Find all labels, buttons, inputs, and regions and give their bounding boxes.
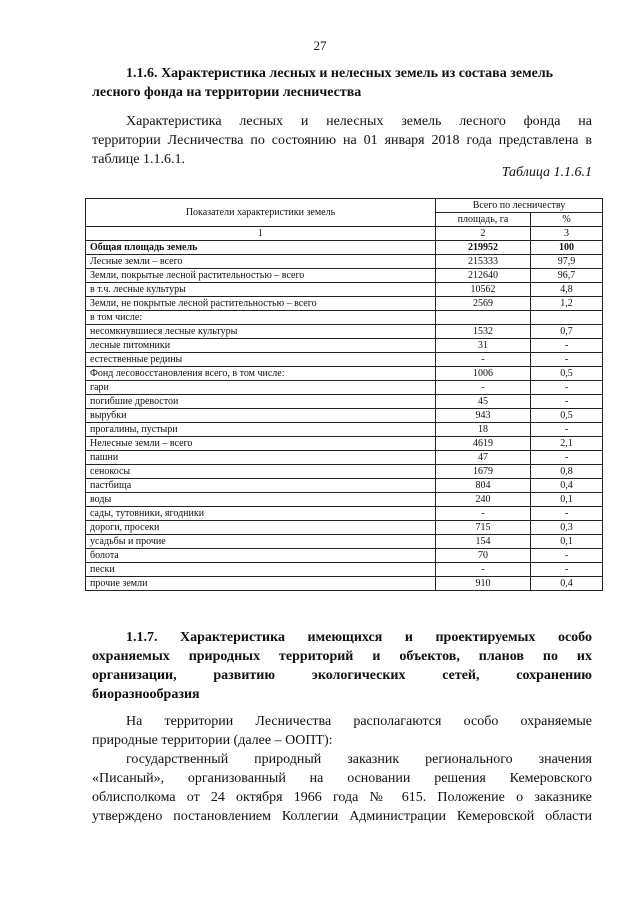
table-row [86, 563, 603, 577]
table-row [86, 339, 603, 353]
row-label: дороги, просеки [86, 521, 436, 535]
row-area: 10562 [436, 283, 531, 297]
table-row [86, 255, 603, 269]
section-title-1-1-6 [92, 64, 592, 102]
row-percent: 2,1 [531, 437, 603, 451]
row-label: Фонд лесовосстановления всего, в том числе: [86, 367, 436, 381]
row-label: болота [86, 549, 436, 563]
row-area: 4619 [436, 437, 531, 451]
row-area: 219952 [436, 241, 531, 255]
row-label: усадьбы и прочие [86, 535, 436, 549]
row-percent: - [531, 339, 603, 353]
row-percent: - [531, 507, 603, 521]
row-percent: - [531, 563, 603, 577]
land-characteristics-table [85, 198, 603, 591]
row-area: 715 [436, 521, 531, 535]
header-indicator: Показатели характеристики земель [86, 199, 436, 227]
row-percent: - [531, 395, 603, 409]
row-area: 18 [436, 423, 531, 437]
row-area: 2569 [436, 297, 531, 311]
header-area: площадь, га [436, 213, 531, 227]
row-area: - [436, 563, 531, 577]
row-percent: - [531, 451, 603, 465]
row-area: - [436, 353, 531, 367]
intro-paragraph [92, 112, 592, 169]
row-label: Общая площадь земель [86, 241, 436, 255]
row-area: 943 [436, 409, 531, 423]
row-area: 1532 [436, 325, 531, 339]
row-label: гари [86, 381, 436, 395]
page-number: 27 [313, 38, 327, 53]
section-title-line: лесного фонда на территории лесничества [92, 85, 362, 100]
row-percent: 0,8 [531, 465, 603, 479]
row-percent: 1,2 [531, 297, 603, 311]
paragraph-line: Характеристика лесных и нелесных земель лесного фонда на [126, 114, 592, 129]
table-row [86, 451, 603, 465]
row-area: 215333 [436, 255, 531, 269]
row-label: Земли, не покрытые лесной растительностью – всего [86, 297, 436, 311]
table-header-row [86, 199, 603, 213]
row-label: пашни [86, 451, 436, 465]
row-label: Земли, покрытые лесной растительностью – всего [86, 269, 436, 283]
paragraph-line: территории Лесничества по состоянию на 01 января 2018 года представлена в [92, 133, 592, 148]
row-area: - [436, 381, 531, 395]
body-paragraph-1 [92, 712, 592, 750]
column-number: 1 [86, 227, 436, 241]
row-label: в т.ч. лесные культуры [86, 283, 436, 297]
row-label: пастбища [86, 479, 436, 493]
row-percent: 0,1 [531, 535, 603, 549]
row-area: 1006 [436, 367, 531, 381]
paragraph-line: утверждено постановлением Коллегии Администрации Кемеровской области [92, 809, 592, 824]
paragraph-line: На территории Лесничества располагаются особо охраняемые [126, 714, 592, 729]
row-area: 910 [436, 577, 531, 591]
row-area: 45 [436, 395, 531, 409]
table-row [86, 549, 603, 563]
row-percent [531, 311, 603, 325]
paragraph-line: природные территории (далее – ООПТ): [92, 733, 333, 748]
row-label: Нелесные земли – всего [86, 437, 436, 451]
row-label: Лесные земли – всего [86, 255, 436, 269]
paragraph-line: таблице 1.1.6.1. [92, 152, 185, 167]
section-title-line: 1.1.6. Характеристика лесных и нелесных земель из состава земель [126, 66, 554, 81]
row-label: прочие земли [86, 577, 436, 591]
row-percent: - [531, 423, 603, 437]
row-label: сенокосы [86, 465, 436, 479]
row-area [436, 311, 531, 325]
section-title-line: организации, развитию экологических сетей, сохранению [92, 668, 592, 683]
table-row [86, 269, 603, 283]
section-title-line: охраняемых природных территорий и объектов, планов по их [92, 649, 592, 664]
row-area: 31 [436, 339, 531, 353]
row-percent: - [531, 549, 603, 563]
row-area: 212640 [436, 269, 531, 283]
row-percent: 0,1 [531, 493, 603, 507]
row-percent: 4,8 [531, 283, 603, 297]
row-percent: 0,3 [531, 521, 603, 535]
row-label: воды [86, 493, 436, 507]
table-row [86, 423, 603, 437]
row-percent: 0,7 [531, 325, 603, 339]
row-label: сады, тутовники, ягодники [86, 507, 436, 521]
table-column-numbers-row [86, 227, 603, 241]
paragraph-line: государственный природный заказник регионального значения [126, 752, 592, 767]
row-label: вырубки [86, 409, 436, 423]
table-row [86, 367, 603, 381]
table-row [86, 437, 603, 451]
paragraph-line: «Писаный», организованный на основании решения Кемеровского [92, 771, 592, 786]
table-row [86, 493, 603, 507]
table-row [86, 507, 603, 521]
section-title-line: биоразнообразия [92, 687, 200, 702]
row-label: лесные питомники [86, 339, 436, 353]
table-row [86, 535, 603, 549]
paragraph-line: облисполкома от 24 октября 1966 года № 615. Положение о заказнике [92, 790, 592, 805]
row-label: пески [86, 563, 436, 577]
body-paragraph-2 [92, 750, 592, 826]
row-percent: 0,5 [531, 409, 603, 423]
table-row [86, 409, 603, 423]
table-row [86, 353, 603, 367]
row-area: - [436, 507, 531, 521]
row-percent: 0,4 [531, 479, 603, 493]
header-percent: % [531, 213, 603, 227]
row-label: в том числе: [86, 311, 436, 325]
table-row [86, 521, 603, 535]
header-total: Всего по лесничеству [436, 199, 603, 213]
row-area: 240 [436, 493, 531, 507]
row-area: 70 [436, 549, 531, 563]
section-title-1-1-7 [92, 628, 592, 704]
column-number: 2 [436, 227, 531, 241]
section-title-line: 1.1.7. Характеристика имеющихся и проектируемых особо [126, 630, 592, 645]
row-area: 154 [436, 535, 531, 549]
table-row [86, 395, 603, 409]
row-percent: 96,7 [531, 269, 603, 283]
row-percent: - [531, 381, 603, 395]
table-row [86, 325, 603, 339]
table-row [86, 283, 603, 297]
row-area: 804 [436, 479, 531, 493]
table-caption: Таблица 1.1.6.1 [501, 165, 592, 180]
row-area: 47 [436, 451, 531, 465]
table-row [86, 241, 603, 255]
table-row [86, 381, 603, 395]
table-row [86, 311, 603, 325]
table-row [86, 465, 603, 479]
row-label: погибшие древостои [86, 395, 436, 409]
table-row [86, 297, 603, 311]
row-percent: 100 [531, 241, 603, 255]
column-number: 3 [531, 227, 603, 241]
table-row [86, 479, 603, 493]
row-label: прогалины, пустыри [86, 423, 436, 437]
row-percent: - [531, 353, 603, 367]
row-area: 1679 [436, 465, 531, 479]
row-label: естественные редины [86, 353, 436, 367]
row-percent: 0,4 [531, 577, 603, 591]
table-row [86, 577, 603, 591]
row-percent: 97,9 [531, 255, 603, 269]
row-label: несомкнувшиеся лесные культуры [86, 325, 436, 339]
row-percent: 0,5 [531, 367, 603, 381]
